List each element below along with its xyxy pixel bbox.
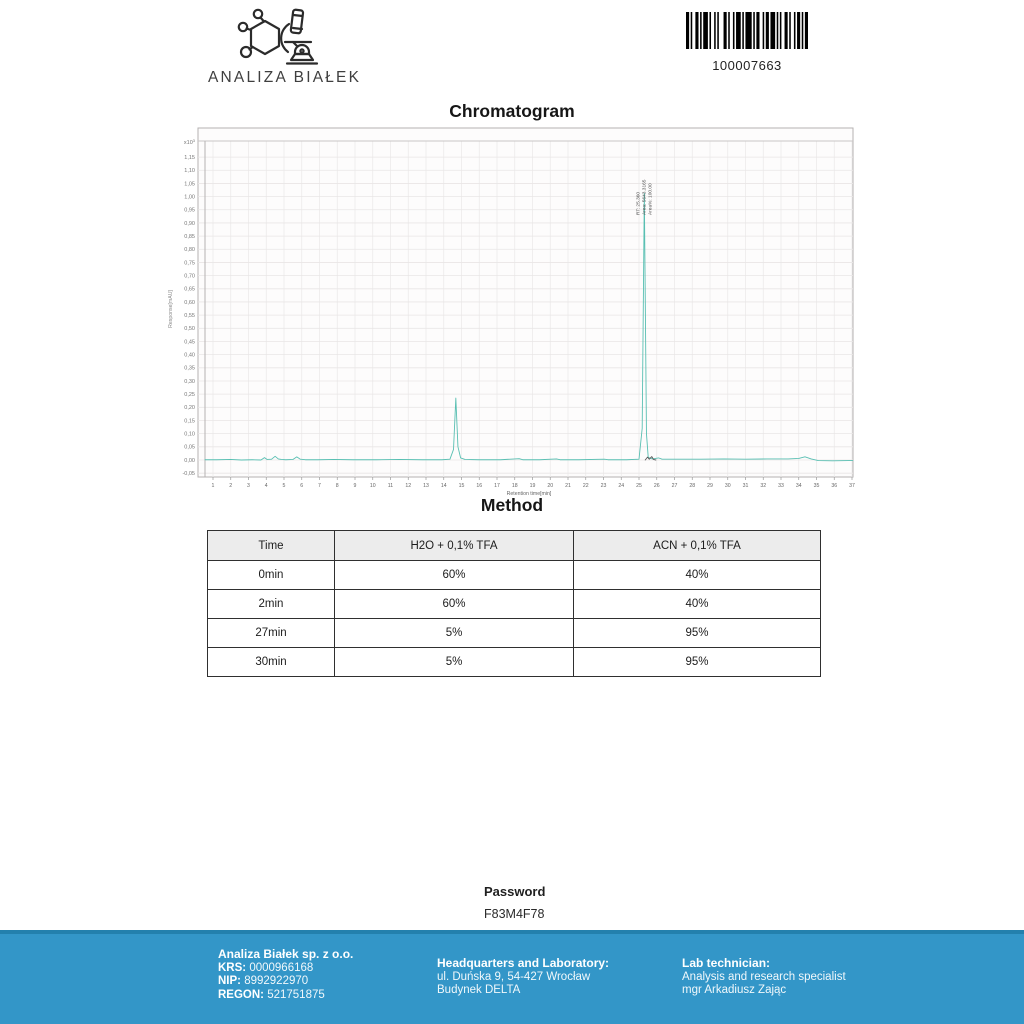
molecule-microscope-icon	[227, 8, 329, 66]
tech-title: Lab technician:	[682, 956, 771, 970]
svg-text:0,85: 0,85	[184, 234, 195, 241]
svg-text:12: 12	[405, 483, 412, 489]
chromatogram-plot	[156, 122, 856, 498]
svg-text:7: 7	[318, 483, 321, 489]
svg-text:31: 31	[742, 483, 749, 489]
svg-text:5: 5	[282, 483, 286, 489]
method-table	[207, 530, 821, 677]
svg-text:24: 24	[618, 483, 625, 489]
company-regon: REGON: 521751875	[218, 988, 325, 1001]
footer	[0, 930, 1024, 1024]
svg-text:22: 22	[582, 483, 589, 489]
svg-text:0,10: 0,10	[184, 431, 195, 438]
svg-text:35: 35	[813, 483, 820, 489]
table-row	[208, 590, 821, 619]
barcode-icon	[686, 12, 808, 49]
svg-text:Area: 5643.3165: Area: 5643.3165	[642, 179, 648, 215]
method-col-header-0: Time	[208, 531, 335, 561]
method-table-header-row	[208, 531, 821, 561]
svg-text:8: 8	[335, 483, 339, 489]
svg-text:0,50: 0,50	[184, 326, 195, 333]
table-cell: 0min	[208, 561, 335, 590]
svg-text:0,75: 0,75	[184, 260, 195, 267]
svg-text:0,40: 0,40	[184, 352, 195, 359]
tech-name: mgr Arkadiusz Zając	[682, 984, 787, 996]
svg-text:0,95: 0,95	[184, 207, 195, 214]
svg-text:0,15: 0,15	[184, 418, 195, 425]
svg-text:0,05: 0,05	[184, 444, 195, 451]
svg-text:13: 13	[423, 483, 429, 489]
table-row	[208, 619, 821, 648]
svg-text:20: 20	[547, 483, 554, 489]
svg-text:1,10: 1,10	[184, 168, 195, 175]
hq-building: Budynek DELTA	[437, 984, 521, 996]
table-row	[208, 561, 821, 590]
svg-text:36: 36	[831, 483, 838, 489]
svg-text:0,60: 0,60	[184, 299, 195, 306]
barcode-block	[686, 12, 808, 73]
table-cell: 27min	[208, 619, 335, 648]
svg-text:28: 28	[689, 483, 696, 489]
footer-lab-technician	[682, 957, 846, 998]
password-block	[484, 884, 545, 921]
svg-text:0,00: 0,00	[184, 457, 195, 464]
svg-text:10: 10	[369, 483, 376, 489]
svg-text:x103: $x10^3$	[183, 138, 195, 146]
svg-text:1,05: 1,05	[184, 181, 195, 188]
chromatogram-title: Chromatogram	[449, 101, 575, 121]
svg-text:27: 27	[671, 483, 678, 489]
table-row	[208, 648, 821, 677]
hq-address: ul. Duńska 9, 54-427 Wrocław	[437, 970, 591, 983]
svg-text:34: 34	[795, 483, 802, 489]
svg-text:6: 6	[300, 483, 304, 489]
table-cell: 5%	[335, 648, 574, 677]
svg-text:18: 18	[511, 483, 518, 489]
svg-text:-0,05: -0,05	[182, 471, 195, 478]
svg-text:3: 3	[247, 483, 250, 489]
chromatogram-chart	[156, 122, 856, 498]
table-cell: 40%	[574, 590, 821, 619]
method-col-header-1: H2O + 0,1% TFA	[335, 531, 574, 561]
svg-text:25: 25	[636, 483, 642, 489]
svg-text:14: 14	[440, 483, 447, 489]
tech-role: Analysis and research specialist	[682, 970, 846, 983]
company-nip: NIP: 8992922970	[218, 975, 309, 987]
x-axis-label: Retention time[min]	[506, 491, 552, 497]
svg-text:0,35: 0,35	[184, 365, 195, 372]
table-cell: 95%	[574, 619, 821, 648]
svg-text:4: 4	[264, 483, 268, 489]
svg-text:29: 29	[707, 483, 713, 489]
svg-text:17: 17	[494, 483, 500, 489]
svg-text:21: 21	[565, 483, 571, 489]
table-cell: 30min	[208, 648, 335, 677]
svg-text:0,90: 0,90	[184, 220, 195, 227]
svg-text:33: 33	[778, 483, 784, 489]
hq-title: Headquarters and Laboratory:	[437, 956, 610, 970]
method-col-header-2: ACN + 0,1% TFA	[574, 531, 821, 561]
svg-text:16: 16	[476, 483, 483, 489]
svg-text:1,15: 1,15	[184, 154, 195, 161]
table-cell: 5%	[335, 619, 574, 648]
password-label: Password	[484, 884, 546, 899]
company-logo	[208, 8, 362, 87]
table-cell: 2min	[208, 590, 335, 619]
svg-text:1: 1	[211, 483, 215, 489]
svg-text:26: 26	[653, 483, 660, 489]
svg-text:RT: 25.360: RT: 25.360	[636, 191, 642, 215]
svg-text:0,25: 0,25	[184, 392, 195, 399]
password-value: F83M4F78	[484, 907, 545, 921]
company-name: Analiza Białek sp. z o.o.	[218, 947, 354, 961]
svg-text:0,80: 0,80	[184, 247, 195, 254]
svg-text:30: 30	[724, 483, 731, 489]
svg-text:Area%: 100.00: Area%: 100.00	[648, 183, 654, 215]
svg-text:37: 37	[849, 483, 855, 489]
svg-text:0,70: 0,70	[184, 273, 195, 280]
y-axis-label: Response[mAU]	[168, 290, 174, 328]
footer-company-info	[218, 948, 353, 1002]
svg-text:0,20: 0,20	[184, 405, 195, 412]
table-cell: 60%	[335, 590, 574, 619]
svg-text:15: 15	[458, 483, 465, 489]
svg-text:0,30: 0,30	[184, 378, 195, 385]
brand-name: ANALIZA BIAŁEK	[208, 69, 362, 86]
svg-text:0,65: 0,65	[184, 286, 195, 293]
svg-text:32: 32	[760, 483, 767, 489]
svg-text:0,55: 0,55	[184, 313, 195, 320]
svg-text:9: 9	[353, 483, 357, 489]
svg-text:0,45: 0,45	[184, 339, 195, 346]
svg-text:23: 23	[600, 483, 607, 489]
svg-text:19: 19	[529, 483, 536, 489]
table-cell: 95%	[574, 648, 821, 677]
svg-text:1,00: 1,00	[184, 194, 195, 201]
table-cell: 60%	[335, 561, 574, 590]
svg-text:2: 2	[229, 483, 233, 489]
svg-text:11: 11	[387, 483, 394, 489]
barcode-value: 100007663	[712, 58, 782, 73]
footer-headquarters	[437, 957, 609, 998]
method-title: Method	[480, 495, 544, 515]
table-cell: 40%	[574, 561, 821, 590]
company-krs: KRS: 0000966168	[218, 961, 314, 974]
